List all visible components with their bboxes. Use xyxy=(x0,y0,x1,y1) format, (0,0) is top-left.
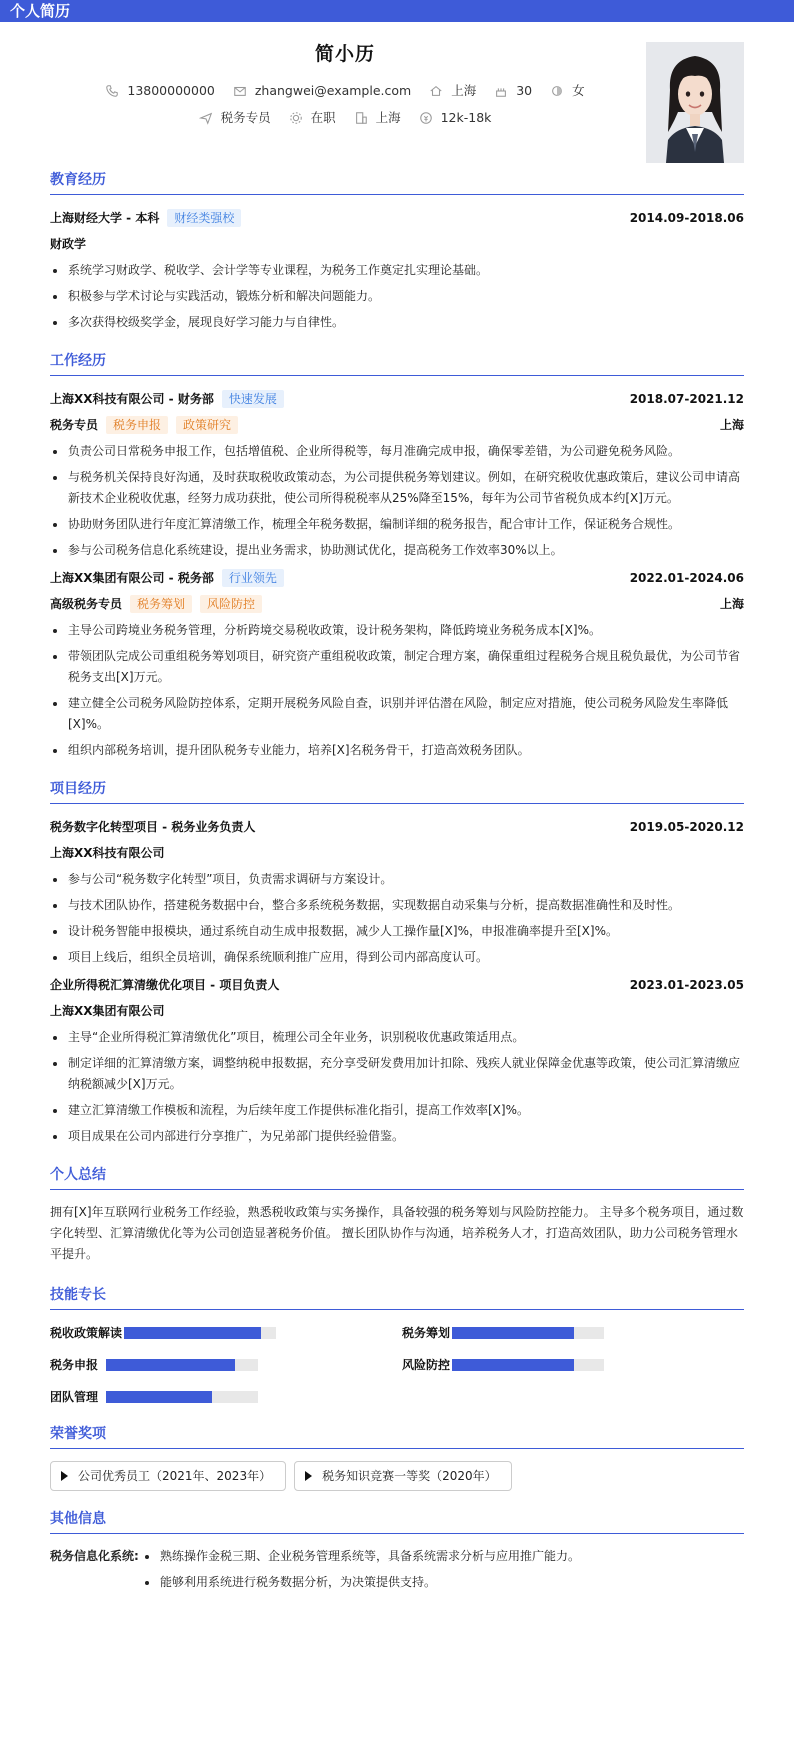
target-city-text: 上海 xyxy=(375,110,401,125)
cake-icon xyxy=(494,84,508,98)
salary-item xyxy=(419,109,492,128)
list-item: 项目上线后，组织全员培训，确保系统顺利推广应用，得到公司内部高度认可。 xyxy=(50,947,744,968)
list-item: 负责公司日常税务申报工作，包括增值税、企业所得税等，每月准确完成申报，确保零差错，为公司避免税务风险。 xyxy=(50,441,744,462)
project-entry-head xyxy=(50,816,744,838)
project-company-row xyxy=(50,1000,744,1022)
status-item xyxy=(289,109,336,128)
list-item: 积极参与学术讨论与实践活动，锻炼分析和解决问题能力。 xyxy=(50,286,744,307)
projects-title: 项目经历 xyxy=(50,779,744,804)
work-bullets xyxy=(50,620,744,761)
skills-section xyxy=(50,1285,744,1406)
skill-bar-fill xyxy=(106,1359,235,1371)
work-entry-head xyxy=(50,388,744,410)
role-row xyxy=(50,414,744,436)
skill-label: 风险防控 xyxy=(402,1358,451,1372)
work-city: 上海 xyxy=(719,418,744,432)
skill-label: 税务筹划 xyxy=(402,1326,451,1340)
skill-item xyxy=(402,1324,742,1342)
education-entry-head xyxy=(50,207,744,229)
work-date: 2022.01-2024.06 xyxy=(629,571,744,585)
skill-label: 团队管理 xyxy=(50,1390,99,1404)
work-city: 上海 xyxy=(719,597,744,611)
role-tag: 风险防控 xyxy=(200,595,262,613)
other-section xyxy=(50,1509,744,1598)
education-title: 教育经历 xyxy=(50,170,744,195)
project-company-row xyxy=(50,842,744,864)
target-city-item xyxy=(354,109,401,128)
send-icon xyxy=(199,111,213,125)
home-icon xyxy=(429,84,443,98)
awards-list xyxy=(50,1461,744,1491)
job-target-item xyxy=(199,109,271,128)
project-name: 企业所得税汇算清缴优化项目 - 项目负责人 xyxy=(50,978,280,992)
email-text: zhangwei@example.com xyxy=(254,83,412,98)
awards-section xyxy=(50,1424,744,1491)
work-date: 2018.07-2021.12 xyxy=(629,392,744,406)
skill-bar-fill xyxy=(452,1359,574,1371)
award-item xyxy=(294,1461,512,1491)
gender-icon xyxy=(550,84,564,98)
list-item: 组织内部税务培训，提升团队税务专业能力，培养[X]名税务骨干，打造高效税务团队。 xyxy=(50,740,744,761)
role-tag: 政策研究 xyxy=(176,416,238,434)
contact-row xyxy=(0,82,690,104)
skill-item xyxy=(50,1356,402,1374)
summary-title: 个人总结 xyxy=(50,1165,744,1190)
list-item: 与税务机关保持良好沟通，及时获取税收政策动态，为公司提供税务筹划建议。例如，在研究税收优惠政策后，建议公司申请高新技术企业税收优惠，经努力成功获批，使公司所得税税率从25%降至15%，每年为公司节省税负成本约[X]万元。 xyxy=(50,467,744,509)
major-row xyxy=(50,233,744,255)
award-text: 税务知识竞赛一等奖（2020年） xyxy=(322,1469,497,1483)
skill-bar xyxy=(106,1359,258,1371)
role-text: 高级税务专员 xyxy=(50,597,123,611)
list-item: 主导“企业所得税汇算清缴优化”项目，梳理公司全年业务，识别税收优惠政策适用点。 xyxy=(50,1027,744,1048)
job-target-text: 税务专员 xyxy=(220,110,271,125)
education-section xyxy=(50,170,744,333)
resume-body xyxy=(0,170,794,1598)
project-entry-head xyxy=(50,974,744,996)
list-item: 参与公司税务信息化系统建设，提出业务需求，协助测试优化，提高税务工作效率30%以上。 xyxy=(50,540,744,561)
page-title-bar xyxy=(0,0,794,22)
other-bullets xyxy=(142,1546,580,1598)
role-row xyxy=(50,593,744,615)
other-title: 其他信息 xyxy=(50,1509,744,1534)
profile-photo xyxy=(646,42,744,163)
skill-item xyxy=(402,1356,742,1374)
list-item: 带领团队完成公司重组税务筹划项目，研究资产重组税收政策，制定合理方案，确保重组过程税务合规且税负最优，为公司节省税务支出[X]万元。 xyxy=(50,646,744,688)
awards-title: 荣誉奖项 xyxy=(50,1424,744,1449)
building-icon xyxy=(354,111,368,125)
company-name: 上海XX科技有限公司 - 财务部 xyxy=(50,392,214,406)
skill-bar-fill xyxy=(106,1391,212,1403)
list-item: 多次获得校级奖学金，展现良好学习能力与自律性。 xyxy=(50,312,744,333)
phone-icon xyxy=(105,84,119,98)
award-item xyxy=(50,1461,286,1491)
project-name: 税务数字化转型项目 - 税务业务负责人 xyxy=(50,820,256,834)
other-label: 税务信息化系统: xyxy=(50,1549,139,1563)
role-tag: 税务筹划 xyxy=(130,595,192,613)
gender-item xyxy=(550,82,585,101)
other-row xyxy=(50,1546,744,1598)
company-tag: 快速发展 xyxy=(222,390,284,408)
list-item: 与技术团队协作，搭建税务数据中台，整合多系统税务数据，实现数据自动采集与分析，提高数据准确性和及时性。 xyxy=(50,895,744,916)
list-item: 能够利用系统进行税务数据分析，为决策提供支持。 xyxy=(142,1572,580,1593)
projects-section xyxy=(50,779,744,1147)
location-item xyxy=(429,82,476,101)
summary-text: 拥有[X]年互联网行业税务工作经验，熟悉税收政策与实务操作，具备较强的税务筹划与风险防控能力。 主导多个税务项目，通过数字化转型、汇算清缴优化等为公司创造显著税务价值。 擅长团队协作与沟通，培养税务人才，打造高效团队，助力公司税务管理水平提升。 xyxy=(50,1205,744,1261)
settings-icon xyxy=(289,111,303,125)
skill-bar xyxy=(106,1391,258,1403)
award-text: 公司优秀员工（2021年、2023年） xyxy=(78,1469,272,1483)
skill-bar xyxy=(124,1327,276,1339)
summary-section xyxy=(50,1165,744,1265)
skills-grid xyxy=(50,1324,744,1406)
project-company: 上海XX科技有限公司 xyxy=(50,846,165,860)
list-item: 协助财务团队进行年度汇算清缴工作，梳理全年税务数据，编制详细的税务报告，配合审计工作，保证税务合规性。 xyxy=(50,514,744,535)
work-entry-head xyxy=(50,567,744,589)
skill-bar xyxy=(452,1359,604,1371)
project-company: 上海XX集团有限公司 xyxy=(50,1004,165,1018)
skill-bar-fill xyxy=(124,1327,261,1339)
email-item xyxy=(233,82,411,101)
list-item: 熟练操作金税三期、企业税务管理系统等，具备系统需求分析与应用推广能力。 xyxy=(142,1546,580,1567)
skill-bar-fill xyxy=(452,1327,574,1339)
work-bullets xyxy=(50,441,744,561)
role-text: 税务专员 xyxy=(50,418,99,432)
list-item: 项目成果在公司内部进行分享推广，为兄弟部门提供经验借鉴。 xyxy=(50,1126,744,1147)
role-tag: 税务申报 xyxy=(106,416,168,434)
list-item: 建立健全公司税务风险防控体系，定期开展税务风险自查，识别并评估潜在风险，制定应对措施，使公司税务风险发生率降低[X]%。 xyxy=(50,693,744,735)
education-date: 2014.09-2018.06 xyxy=(629,211,744,225)
mail-icon xyxy=(233,84,247,98)
school-name: 上海财经大学 - 本科 xyxy=(50,211,160,225)
phone-item xyxy=(105,82,214,101)
work-title: 工作经历 xyxy=(50,351,744,376)
age-text: 30 xyxy=(516,83,533,98)
project-bullets xyxy=(50,869,744,968)
profile-header xyxy=(0,22,794,170)
project-date: 2023.01-2023.05 xyxy=(629,978,744,992)
list-item: 主导公司跨境业务税务管理，分析跨境交易税收政策，设计税务架构，降低跨境业务税务成本[X]%。 xyxy=(50,620,744,641)
company-tag: 行业领先 xyxy=(222,569,284,587)
location-text: 上海 xyxy=(451,83,477,98)
coin-icon xyxy=(419,111,433,125)
list-item: 制定详细的汇算清缴方案，调整纳税申报数据，充分享受研发费用加计扣除、残疾人就业保障金优惠等政策，使公司汇算清缴应纳税额减少[X]万元。 xyxy=(50,1053,744,1095)
status-text: 在职 xyxy=(310,110,336,125)
work-section xyxy=(50,351,744,761)
project-bullets xyxy=(50,1027,744,1147)
project-date: 2019.05-2020.12 xyxy=(629,820,744,834)
gender-text: 女 xyxy=(572,83,585,98)
list-item: 参与公司“税务数字化转型”项目，负责需求调研与方案设计。 xyxy=(50,869,744,890)
page-title: 个人简历 xyxy=(10,2,71,20)
triangle-icon xyxy=(305,1471,312,1481)
school-tag: 财经类强校 xyxy=(167,209,241,227)
company-name: 上海XX集团有限公司 - 税务部 xyxy=(50,571,214,585)
skill-label: 税务申报 xyxy=(50,1358,99,1372)
age-item xyxy=(494,82,532,101)
intent-row xyxy=(0,109,690,131)
list-item: 设计税务智能申报模块，通过系统自动生成申报数据，减少人工操作量[X]%，申报准确率提升至[X]%。 xyxy=(50,921,744,942)
major-text: 财政学 xyxy=(50,237,87,251)
triangle-icon xyxy=(61,1471,68,1481)
list-item: 系统学习财政学、税收学、会计学等专业课程，为税务工作奠定扎实理论基础。 xyxy=(50,260,744,281)
education-bullets xyxy=(50,260,744,333)
skill-label: 税收政策解读 xyxy=(50,1326,123,1340)
list-item: 建立汇算清缴工作模板和流程，为后续年度工作提供标准化指引，提高工作效率[X]%。 xyxy=(50,1100,744,1121)
skill-bar xyxy=(452,1327,604,1339)
phone-text: 13800000000 xyxy=(127,83,215,98)
skills-title: 技能专长 xyxy=(50,1285,744,1310)
skill-item xyxy=(50,1324,402,1342)
salary-text: 12k-18k xyxy=(440,110,492,125)
candidate-name: 简小历 xyxy=(314,43,375,65)
skill-item xyxy=(50,1388,402,1406)
